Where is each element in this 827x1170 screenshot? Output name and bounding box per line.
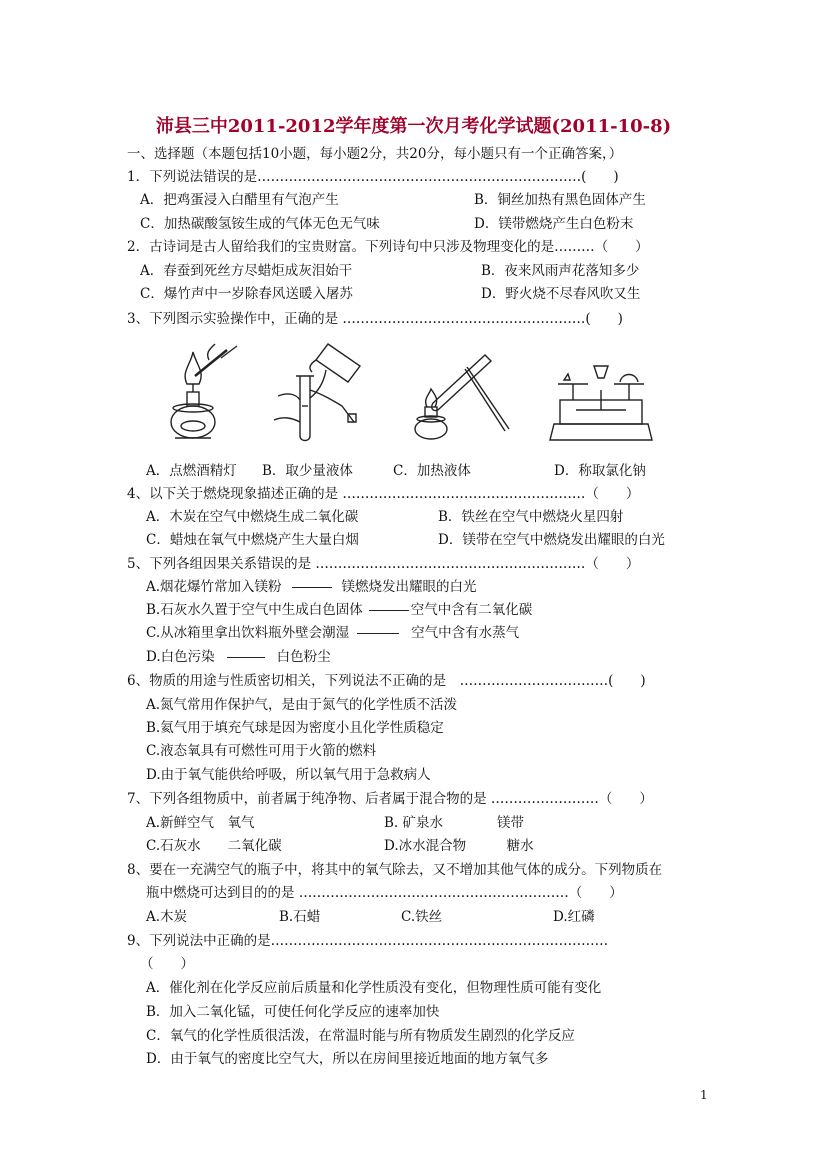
balance-figure [546,360,656,444]
q5-option-d [146,648,331,666]
q4-option-c: C．蜡烛在氧气中燃烧产生大量白烟 [146,532,359,548]
q5-a-effect: 镁燃烧发出耀眼的白光 [341,579,477,595]
q7-option-a: A.新鲜空气 氧气 [146,815,255,831]
q6-option-c: C.液态氧具有可燃性可用于火箭的燃料 [146,743,377,759]
q8-option-c: C.铁丝 [401,909,443,925]
q5-c-cause: C.从冰箱里拿出饮料瓶外壁会潮湿 [146,625,350,641]
q4-option-b: B．铁丝在空气中燃烧火星四射 [438,509,624,525]
q6-stem: 6、物质的用途与性质密切相关，下列说法不正确的是 ……………………………( ) [127,673,646,689]
q4-stem: 4、以下关于燃烧现象描述正确的是 ………………………………………………（ ） [127,486,640,502]
q4-option-a: A．木炭在空气中燃烧生成二氧化碳 [146,509,359,525]
q7-stem: 7、下列各组物质中，前者属于纯净物、后者属于混合物的是 ……………………（ ） [127,791,653,807]
q5-option-c [146,624,519,642]
q5-option-a [146,578,477,596]
q8-option-b: B.石蜡 [279,909,321,925]
relation-line [369,610,409,611]
q5-d-effect: 白色粉尘 [276,649,331,665]
q2-stem: 2．古诗词是古人留给我们的宝贵财富。下列诗句中只涉及物理变化的是………（ ） [127,239,649,255]
q8-stem-line2: 瓶中燃烧可达到目的的是 ……………………………………………………（ ） [146,885,623,901]
q8-option-a: A.木炭 [146,909,188,925]
relation-line [292,587,332,588]
q9-option-a: A．催化剂在化学反应前后质量和化学性质没有变化，但物理性质可能有变化 [146,980,602,996]
q9-stem-line2: （ ） [140,956,194,972]
alcohol-lamp-figure [165,342,245,447]
q5-b-cause: B.石灰水久置于空气中生成白色固体 [146,602,363,618]
q9-option-d: D．由于氧气的密度比空气大，所以在房间里接近地面的地方氧气多 [146,1051,549,1067]
q5-c-effect: 空气中含有水蒸气 [411,625,520,641]
q6-option-b: B.氦气用于填充气球是因为密度小且化学性质稳定 [146,720,444,736]
q3-option-a: A．点燃酒精灯 [146,463,237,479]
q1-option-a: A．把鸡蛋浸入白醋里有气泡产生 [140,192,339,208]
relation-line [357,633,399,634]
q5-stem: 5、下列各组因果关系错误的是 ……………………………………………………（ ） [127,556,640,572]
q1-option-c: C．加热碳酸氢铵生成的气体无色无气味 [140,216,380,232]
q7-option-c: C.石灰水 二氧化碳 [146,838,282,854]
q8-stem-line1: 8、要在一充满空气的瓶子中，将其中的氧气除去，又不增加其他气体的成分。下列物质在 [127,862,663,878]
q2-option-b: B．夜来风雨声花落知多少 [481,263,640,279]
q3-option-b: B．取少量液体 [262,463,353,479]
q3-stem: 3、下列图示实验操作中，正确的是 ………………………………………………( ) [127,311,623,327]
q2-option-a: A．春蚕到死丝方尽蜡炬成灰泪始干 [140,263,353,279]
q5-b-effect: 空气中含有二氧化碳 [410,602,533,618]
q3-option-d: D．称取氯化钠 [554,463,646,479]
q2-option-c: C．爆竹声中一岁除春风送暖入屠苏 [140,286,353,302]
q8-option-d: D.红磷 [553,909,595,925]
heat-liquid-figure [405,345,515,445]
pour-liquid-figure [270,336,370,448]
q7-option-d: D.冰水混合物 糖水 [384,838,534,854]
q2-option-d: D．野火烧不尽春风吹又生 [481,286,641,302]
q6-option-d: D.由于氧气能供给呼吸，所以氧气用于急救病人 [146,767,431,783]
q6-option-a: A.氮气常用作保护气，是由于氮气的化学性质不活泼 [146,697,458,713]
q1-option-d: D．镁带燃烧产生白色粉末 [474,216,634,232]
q3-option-c: C．加热液体 [393,463,471,479]
q5-d-cause: D.白色污染 [146,649,215,665]
q9-option-b: B．加入二氧化锰，可使任何化学反应的速率加快 [146,1004,440,1020]
q1-stem: 1．下列说法错误的是………………………………………………………………( ) [127,169,619,185]
page-number: 1 [700,1088,708,1102]
relation-line [227,657,265,658]
q9-stem-line1: 9、下列说法中正确的是………………………………………………………………… [127,933,609,949]
q9-option-c: C．氧气的化学性质很活泼，在常温时能与所有物质发生剧烈的化学反应 [146,1028,575,1044]
q5-a-cause: A.烟花爆竹常加入镁粉 [146,579,282,595]
q4-option-d: D．镁带在空气中燃烧发出耀眼的白光 [438,532,665,548]
page-title: 沛县三中2011-2012学年度第一次月考化学试题(2011-10-8) [155,116,672,137]
q7-option-b: B. 矿泉水 镁带 [384,815,525,831]
section-heading: 一、选择题（本题包括10小题，每小题2分，共20分，每小题只有一个正确答案，） [127,146,623,162]
q1-option-b: B．铜丝加热有黑色固体产生 [474,192,646,208]
q5-option-b [146,601,532,619]
